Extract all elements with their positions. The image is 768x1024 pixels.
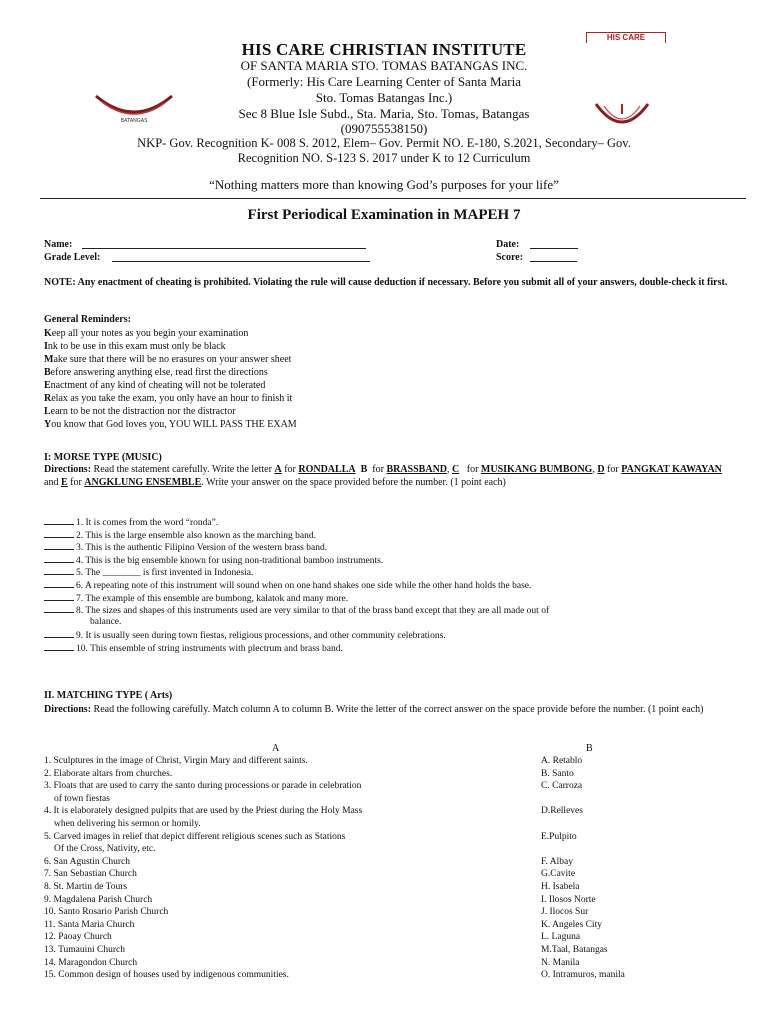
column-a-item: 11. Santa Maria Church — [44, 919, 135, 930]
question-item — [44, 641, 343, 656]
section1-title: I: MORSE TYPE (MUSIC) — [44, 452, 162, 463]
column-b-item: A. Retablo — [541, 756, 583, 766]
reminder-line — [44, 366, 268, 379]
column-a-item: 13. Tumauini Church — [44, 945, 126, 955]
reminder-initial: L — [44, 406, 51, 417]
reminder-text: nactment of any kind of cheating will not be tolerated — [50, 380, 266, 391]
answer-blank[interactable] — [44, 641, 74, 651]
answer-blank[interactable] — [44, 603, 74, 613]
institution-former-name-cont: Sto. Tomas Batangas Inc.) — [315, 90, 453, 105]
name-label: Name: — [44, 239, 73, 250]
question-text: 10. This ensemble of string instruments with plectrum and brass band. — [76, 644, 343, 654]
column-a-item: when delivering his sermon or homily. — [54, 819, 201, 829]
exam-title: First Periodical Examination in MAPEH 7 — [247, 207, 521, 223]
column-b-item: K. Angeles City — [541, 919, 602, 930]
column-a-item: 2. Elaborate altars from churches. — [44, 768, 173, 779]
column-b-item: C. Carroza — [541, 781, 583, 792]
reminder-line — [44, 405, 236, 418]
name-field[interactable] — [82, 248, 366, 249]
column-a-item: 9. Magdalena Parish Church — [44, 894, 153, 905]
answer-blank[interactable] — [44, 591, 74, 601]
column-a-item: 12. Paoay Church — [44, 932, 112, 943]
question-text: 5. The ________ is first invented in Indonesia. — [76, 568, 254, 579]
institution-phone: (090755538150) — [340, 121, 428, 136]
reminder-initial: Y — [44, 419, 52, 430]
reminders-title: General Reminders: — [44, 314, 131, 325]
question-text: 7. The example of this ensemble are bumbong, kalatok and many more. — [76, 593, 349, 604]
question-text: 8. The sizes and shapes of this instruments used are very similar to that of the brass band except that they are all made out of — [76, 606, 550, 617]
section2-directions: Directions: Read the following carefully. Match column A to column B. Write the letter of the correct answer on the space provide before the number. (1 point each) — [44, 704, 704, 715]
column-b-item: F. Albay — [541, 856, 573, 867]
reminder-line — [44, 418, 297, 431]
question-text: 4. This is the big ensemble known for using non-traditional bamboo instruments. — [76, 555, 384, 566]
reminder-initial: I — [44, 341, 48, 352]
column-b-item: N. Manila — [541, 957, 580, 968]
question-text: 1. It is comes from the word “ronda”. — [76, 518, 219, 528]
column-a-item: Of the Cross, Nativity, etc. — [54, 844, 156, 855]
answer-blank[interactable] — [44, 528, 74, 538]
reminder-line — [44, 353, 291, 366]
reminder-line — [44, 392, 292, 405]
date-label: Date: — [496, 239, 520, 250]
question-text: 9. It is usually seen during town fiestas, religious processions, and other community celebrations. — [76, 631, 446, 642]
reminder-text: efore answering anything else, read first the directions — [50, 367, 268, 378]
reminder-initial: M — [44, 354, 54, 365]
school-motto: “Nothing matters more than knowing God’s purposes for your life” — [209, 177, 559, 192]
institution-former-name: (Formerly: His Care Learning Center of Santa Maria — [247, 74, 521, 89]
column-b-item: L. Laguna — [541, 932, 581, 943]
score-field[interactable] — [530, 261, 577, 262]
column-a-item: 3. Floats that are used to carry the santo during processions or parade in celebration — [44, 781, 362, 792]
column-b-item: I. Ilosos Norte — [541, 894, 596, 905]
column-b-item: O. Intramuros, manila — [541, 970, 625, 981]
reminder-text: ou know that God loves you, YOU WILL PASS THE EXAM — [51, 419, 297, 430]
grade-level-label: Grade Level: — [44, 252, 101, 263]
reminder-line — [44, 327, 248, 340]
recognition-line-1: NKP- Gov. Recognition K- 008 S. 2012, Elem– Gov. Permit NO. E-180, S.2021, Secondary– Gov. — [137, 136, 631, 150]
column-a-item: 10. Santo Rosario Parish Church — [44, 907, 169, 918]
question-text: 2. This is the large ensemble also known as the marching band. — [76, 530, 317, 541]
answer-blank[interactable] — [44, 515, 74, 525]
question-text: 6. A repeating note of this instrument will sound when on one hand shakes one side while the other hand holds the base. — [76, 581, 532, 591]
institution-subtitle: OF SANTA MARIA STO. TOMAS BATANGAS INC. — [240, 58, 528, 73]
reminder-text: eep all your notes as you begin your examination — [51, 328, 249, 339]
column-a-item: 8. St. Martin de Tours — [44, 882, 128, 892]
column-a-item: 14. Maragondon Church — [44, 957, 138, 968]
question-text: 3. This is the authentic Filipino Version of the western brass band. — [76, 543, 328, 554]
reminder-initial: K — [44, 328, 52, 339]
score-label: Score: — [496, 252, 524, 263]
reminder-text: earn to be not the distraction nor the distractor — [50, 406, 236, 417]
answer-blank[interactable] — [44, 565, 74, 575]
column-a-item: of town fiestas — [54, 793, 110, 804]
reminder-line — [44, 340, 226, 353]
question-text: balance. — [90, 616, 122, 627]
column-a-item: 5. Carved images in relief that depict different religious scenes such as Stations — [44, 831, 346, 842]
reminder-text: ake sure that there will be no erasures on your answer sheet — [53, 354, 292, 365]
column-a-item: 1. Sculptures in the image of Christ, Virgin Mary and different saints. — [44, 756, 308, 766]
reminder-text: nk to be use in this exam must only be black — [47, 341, 226, 352]
grade-level-field[interactable] — [112, 261, 370, 262]
column-a-item: 15. Common design of houses used by indigenous communities. — [44, 970, 289, 981]
institution-name: HIS CARE CHRISTIAN INSTITUTE — [241, 40, 527, 59]
reminder-initial: R — [44, 393, 52, 404]
reminder-initial: B — [44, 367, 51, 378]
column-b-item: G.Cavite — [541, 869, 576, 880]
column-b-item: J. Ilocos Sur — [541, 907, 589, 918]
recognition-line-2: Recognition NO. S-123 S. 2017 under K to 12 Curriculum — [237, 151, 531, 165]
cheating-note: NOTE: Any enactment of cheating is prohibited. Violating the rule will cause deduction if necessary. Before you submit all of your answers, double-check it first. — [44, 277, 728, 288]
reminder-text: elax as you take the exam, you only have an hour to finish it — [51, 393, 293, 404]
column-a-header: A — [272, 743, 280, 754]
column-b-item: B. Santo — [541, 768, 574, 779]
answer-blank[interactable] — [44, 578, 74, 588]
institution-address: Sec 8 Blue Isle Subd., Sta. Maria, Sto. Tomas, Batangas — [238, 106, 530, 121]
reminder-initial: E — [44, 380, 51, 391]
column-a-item: 7. San Sebastian Church — [44, 869, 137, 880]
column-b-item: H. Isabela — [541, 882, 580, 892]
column-b-item: D.Relleves — [541, 806, 583, 817]
section2-title: II. MATCHING TYPE ( Arts) — [44, 690, 173, 701]
column-b-header: B — [586, 743, 593, 754]
column-b-item: M.Taal, Batangas — [541, 945, 608, 955]
right-logo-banner: HIS CARE — [586, 32, 666, 43]
date-field[interactable] — [530, 248, 578, 249]
column-a-item: 6. San Agustin Church — [44, 856, 131, 867]
answer-blank[interactable] — [44, 628, 74, 638]
left-logo-text: BATANGAS — [120, 118, 148, 124]
column-b-item: E.Pulpito — [541, 831, 577, 842]
answer-blank[interactable] — [44, 540, 74, 550]
reminder-line — [44, 379, 265, 392]
column-a-item: 4. It is elaborately designed pulpits that are used by the Priest during the Holy Mass — [44, 806, 363, 817]
header-divider — [40, 198, 746, 199]
section1-directions: Directions: Read the statement carefully. Write the letter A for RONDALLA B for BRASSBAND, C for MUSIKANG BUMBONG, D for PANGKAT KAWAYAN and E for ANGKLUNG ENSEMBLE. Write your answer on the space provided before the number. (1 point each) — [44, 464, 722, 488]
question-continuation — [90, 616, 121, 629]
answer-blank[interactable] — [44, 553, 74, 563]
